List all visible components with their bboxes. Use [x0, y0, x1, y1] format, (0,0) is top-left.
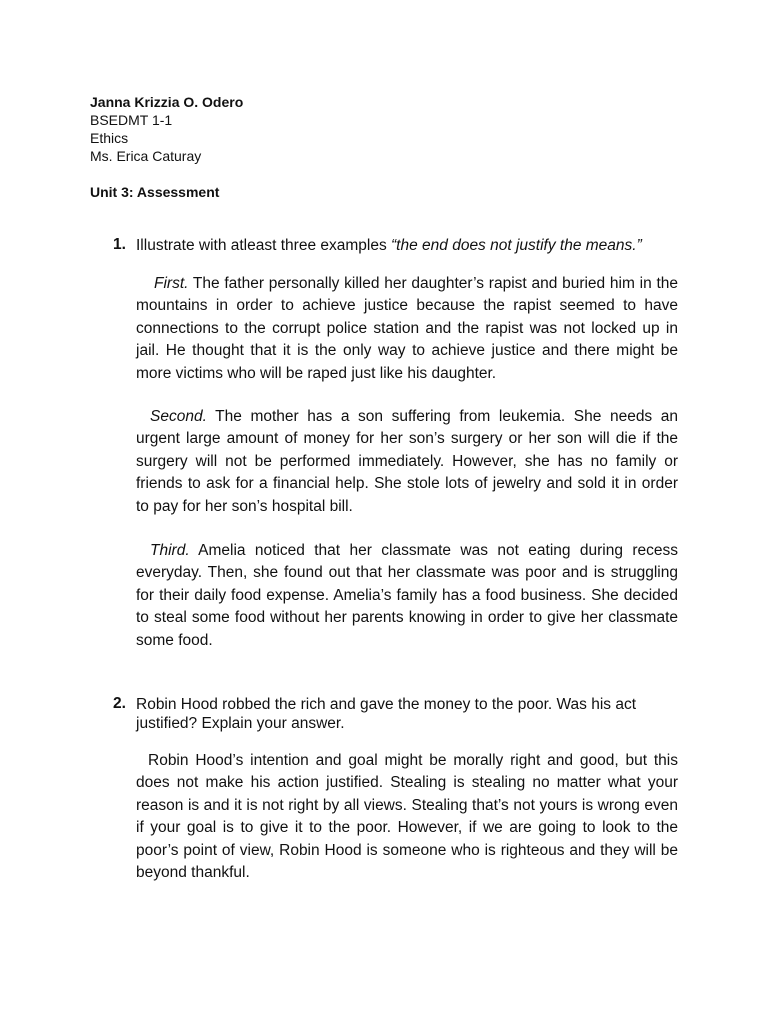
answer-1-first — [136, 273, 678, 385]
student-name: Janna Krizzia O. Odero — [90, 94, 244, 110]
instructor-name: Ms. Erica Caturay — [90, 148, 202, 164]
question-1-prompt-quote: “the end does not justify the means.” — [391, 237, 642, 254]
question-2-prompt: Robin Hood robbed the rich and gave the money to the poor. Was his act justified? Explain your answer. — [136, 696, 637, 732]
answer-1-third-text: Amelia noticed that her classmate was not eating during recess everyday. Then, she found out that her classmate was poor and is struggling for their daily food expense. Amelia’s family has a food business. She decided to steal some food without her parents knowing in order to give her classmate some food. — [136, 542, 678, 649]
question-1-prompt-text: Illustrate with atleast three examples — [136, 237, 392, 254]
student-section: BSEDMT 1-1 — [90, 112, 173, 128]
subject-name: Ethics — [90, 130, 129, 146]
student-header — [90, 93, 243, 165]
unit-title: Unit 3: Assessment — [90, 184, 220, 200]
answer-1-first-lead: First. — [154, 275, 189, 292]
question-1-number: 1. — [113, 236, 126, 253]
answer-2: Robin Hood’s intention and goal might be morally right and good, but this does not make his action justified. Stealing is stealing no matter what your reason is and it is not right by all views. Stealing that’s not yours is wrong even if your goal is to give it to the poor. However, if we are going to look to the poor’s point of view, Robin Hood is someone who is righteous and they will be beyond thankful. — [136, 752, 678, 882]
answer-1-second — [136, 406, 678, 518]
answer-1-second-lead: Second. — [150, 408, 207, 425]
answer-1-third — [136, 540, 678, 652]
answer-1-first-text: The father personally killed her daughter’s rapist and buried him in the mountains in order to achieve justice because the rapist seemed to have connections to the corrupt police station and the rapist was not locked up in jail. He thought that it is the only way to achieve justice and there might be more victims who will be raped just like his daughter. — [136, 275, 678, 382]
answer-1-second-text: The mother has a son suffering from leukemia. She needs an urgent large amount of money for her son’s surgery or her son will die if the surgery will not be performed immediately. However, she has no family or friends to ask for a financial help. She stole lots of jewelry and sold it in order to pay for her son’s hospital bill. — [136, 408, 678, 515]
answer-1-third-lead: Third. — [150, 542, 190, 559]
question-1-prompt — [136, 236, 676, 255]
question-2-number: 2. — [113, 695, 126, 712]
